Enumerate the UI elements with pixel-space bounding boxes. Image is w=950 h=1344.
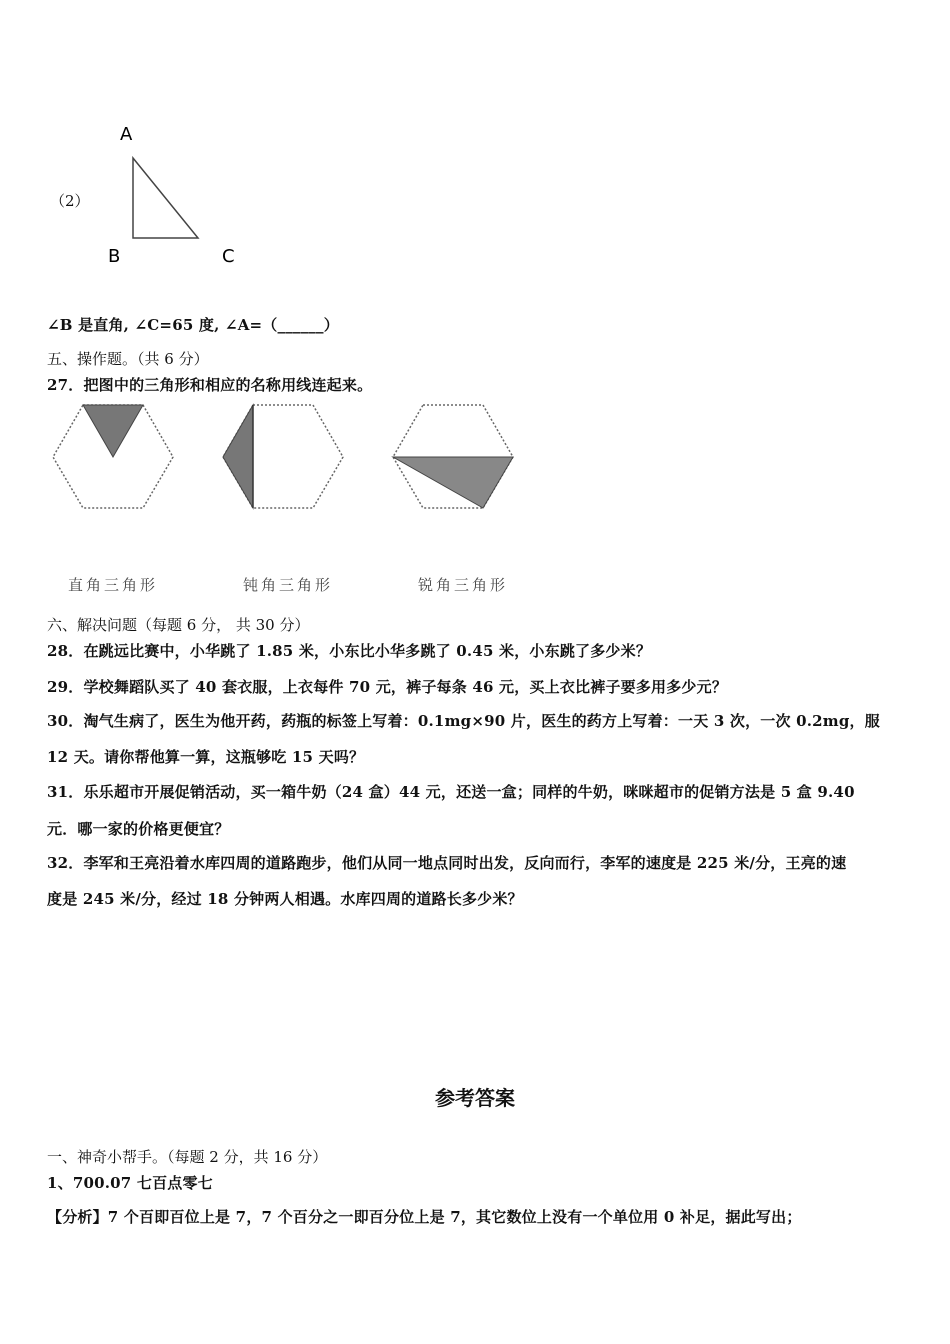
label-acute-triangle: 锐角三角形 bbox=[418, 576, 509, 594]
vertex-c-label: C bbox=[222, 246, 235, 267]
question-31-line1: 31．乐乐超市开展促销活动，买一箱牛奶（24 盒）44 元，还送一盒；同样的牛奶，咪咪超市的促销方法是 5 盒 9.40 bbox=[47, 783, 855, 801]
question-30-line1: 30．淘气生病了，医生为他开药，药瓶的标签上写着：0.1mg×90 片，医生的药方上写着：一天 3 次，一次 0.2mg，服 bbox=[47, 712, 880, 730]
hexagon-figure-3 bbox=[388, 400, 518, 515]
question-29: 29．学校舞蹈队买了 40 套衣服，上衣每件 70 元，裤子每条 46 元，买上衣比裤子要多用多少元？ bbox=[47, 678, 728, 696]
section6-heading: 六、解决问题（每题 6 分， 共 30 分） bbox=[47, 616, 310, 634]
right-triangle-figure bbox=[100, 118, 260, 278]
vertex-a-label: A bbox=[120, 124, 133, 145]
question-32-line2: 度是 245 米/分，经过 18 分钟两人相遇。水库四周的道路长多少米？ bbox=[47, 890, 523, 908]
hexagon-figure-2 bbox=[218, 400, 348, 515]
label-obtuse-triangle: 钝角三角形 bbox=[243, 576, 334, 594]
answers-section1-heading: 一、神奇小帮手。（每题 2 分，共 16 分） bbox=[47, 1148, 328, 1166]
question-30-line2: 12 天。请你帮他算一算，这瓶够吃 15 天吗？ bbox=[47, 748, 365, 766]
vertex-b-label: B bbox=[108, 246, 121, 267]
shaded-triangle bbox=[223, 405, 253, 508]
question-27: 27．把图中的三角形和相应的名称用线连起来。 bbox=[47, 376, 373, 394]
question-32-line1: 32．李军和王亮沿着水库四周的道路跑步，他们从同一地点同时出发，反向而行，李军的速度是 225 米/分，王亮的速 bbox=[47, 854, 847, 872]
answer-1: 1、700.07 七百点零七 bbox=[47, 1174, 213, 1192]
hexagon-figure-1 bbox=[48, 400, 178, 515]
angle-question: ∠B 是直角, ∠C=65 度, ∠A=（______） bbox=[47, 316, 339, 334]
shaded-triangle bbox=[393, 457, 513, 508]
triangle-abc bbox=[133, 158, 198, 238]
answer-1-analysis: 【分析】7 个百即百位上是 7，7 个百分之一即百分位上是 7，其它数位上没有一个单位用 0 补足，据此写出； bbox=[47, 1208, 802, 1226]
label-right-triangle: 直角三角形 bbox=[68, 576, 159, 594]
question-31-line2: 元．哪一家的价格更便宜？ bbox=[47, 820, 230, 838]
section5-heading: 五、操作题。（共 6 分） bbox=[47, 350, 209, 368]
shaded-triangle bbox=[83, 405, 143, 457]
question-28: 28．在跳远比赛中，小华跳了 1.85 米，小东比小华多跳了 0.45 米，小东跳了多少米？ bbox=[47, 642, 652, 660]
answers-title: 参考答案 bbox=[435, 1086, 515, 1110]
part-label: （2） bbox=[50, 192, 90, 210]
